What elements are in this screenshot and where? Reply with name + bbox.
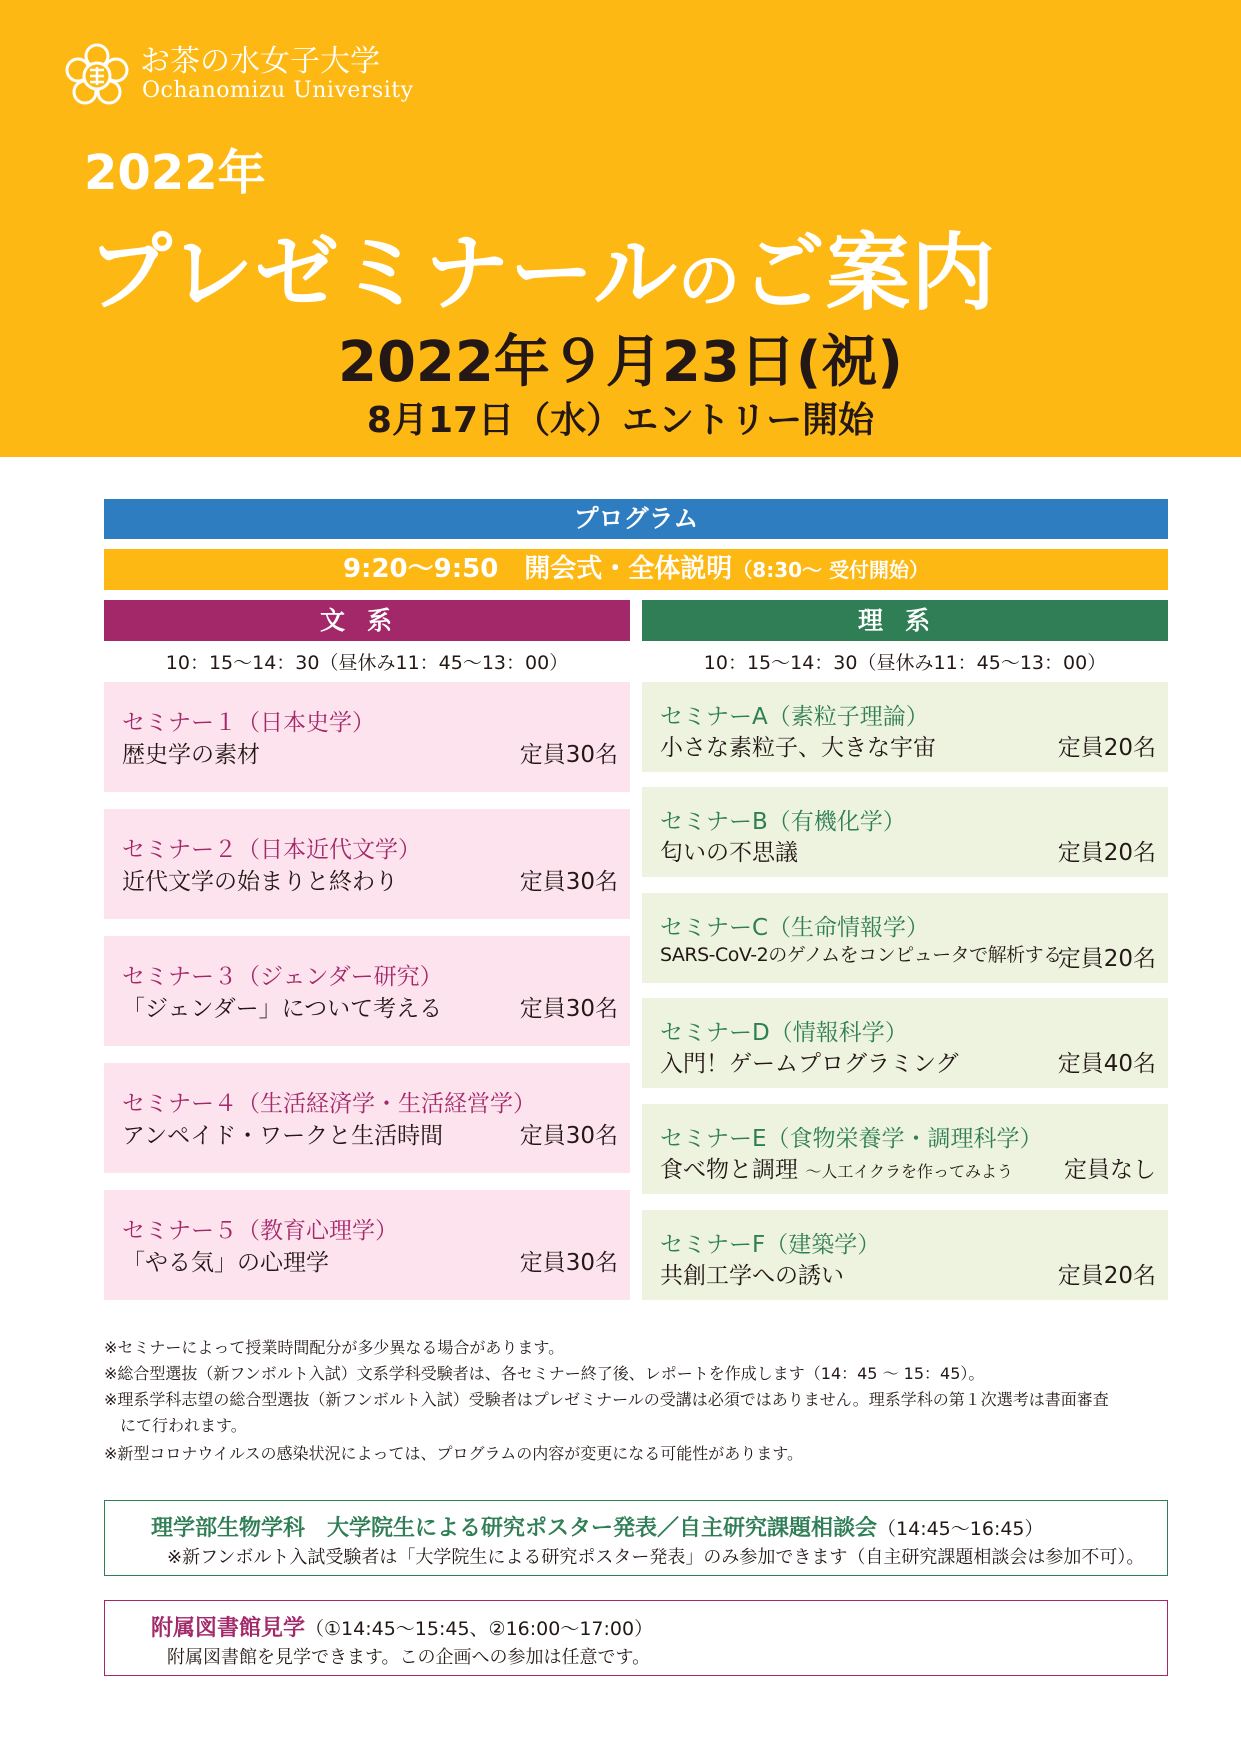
- seminar-capacity: 定員30名: [519, 742, 618, 768]
- seminar-topic: SARS-CoV-2のゲノムをコンピュータで解析する: [660, 944, 1062, 966]
- opening-session-label: 9:20〜9:50 開会式・全体説明: [342, 554, 733, 584]
- seminar-capacity: 定員30名: [519, 1123, 618, 1149]
- title-main: プレゼミナール: [88, 224, 678, 322]
- seminar-capacity: 定員30名: [519, 1250, 618, 1276]
- seminar-card-c: [642, 893, 1168, 983]
- seminar-card-b: [642, 787, 1168, 877]
- library-tour-box: [104, 1600, 1168, 1676]
- seminar-capacity: 定員20名: [1057, 840, 1156, 866]
- library-tour-note: 附属図書館を見学できます。この企画への参加は任意です。: [167, 1647, 651, 1668]
- university-logo: [62, 36, 442, 116]
- seminar-card-f: [642, 1210, 1168, 1300]
- sciences-heading: 理系: [642, 600, 1168, 641]
- seminar-title: セミナーB（有機化学）: [660, 809, 906, 835]
- university-name-jp: お茶の水女子大学: [140, 44, 380, 79]
- seminar-capacity: 定員30名: [519, 869, 618, 895]
- program-heading: プログラム: [104, 499, 1168, 539]
- title-particle: の: [677, 244, 741, 317]
- seminar-title: セミナー５（教育心理学）: [122, 1218, 398, 1244]
- seminar-capacity: 定員30名: [519, 996, 618, 1022]
- biology-event-note: ※新フンボルト入試受験者は「大学院生による研究ポスター発表」のみ参加できます（自主研究課題相談会は参加不可）。: [167, 1547, 1145, 1568]
- library-tour-time: （①14:45〜15:45、②16:00〜17:00）: [305, 1618, 654, 1640]
- seminar-title: セミナー４（生活経済学・生活経営学）: [122, 1091, 536, 1117]
- seminar-topic: 小さな素粒子、大きな宇宙: [660, 735, 936, 761]
- seminar-title: セミナーF（建築学）: [660, 1232, 881, 1258]
- year-label: 2022年: [84, 145, 266, 201]
- humanities-time: 10：15〜14：30（昼休み11：45〜13：00）: [165, 652, 569, 674]
- header-banner: [0, 0, 1241, 457]
- seminar-card-a: [642, 682, 1168, 772]
- seminar-topic: 「やる気」の心理学: [122, 1250, 329, 1276]
- note-item: ※理系学科志望の総合型選抜（新フンボルト入試）受験者はプレゼミナールの受講は必須ではありません。理系学科の第１次選考は書面審査: [104, 1390, 1109, 1409]
- sciences-time: 10：15〜14：30（昼休み11：45〜13：00）: [703, 652, 1107, 674]
- university-name-en: Ochanomizu University: [142, 78, 414, 103]
- humanities-heading: 文系: [104, 600, 630, 641]
- seminar-capacity: 定員20名: [1057, 735, 1156, 761]
- library-tour-name: 附属図書館見学: [151, 1616, 306, 1641]
- library-tour-title: [151, 1611, 653, 1642]
- seminar-title: セミナーC（生命情報学）: [660, 915, 930, 941]
- seminar-title: セミナーE（食物栄養学・調理科学）: [660, 1126, 1043, 1152]
- seminar-topic-main: 食べ物と調理: [660, 1157, 798, 1183]
- seminar-capacity: 定員なし: [1064, 1157, 1156, 1183]
- seminar-capacity: 定員20名: [1057, 946, 1156, 972]
- reception-start-label: （8:30〜 受付開始）: [732, 558, 930, 582]
- seminar-topic: 共創工学への誘い: [660, 1263, 844, 1289]
- seminar-card-d: [642, 998, 1168, 1088]
- biology-event-name: 理学部生物学科 大学院生による研究ポスター発表／自主研究課題相談会: [151, 1516, 878, 1541]
- biology-poster-event-box: [104, 1500, 1168, 1576]
- biology-event-title: [151, 1511, 1044, 1542]
- page-title: [88, 206, 996, 327]
- seminar-card-3: [104, 936, 630, 1046]
- note-item: にて行われます。: [104, 1416, 247, 1435]
- seminar-topic-sub: 〜人工イクラを作ってみよう: [805, 1162, 1013, 1181]
- seminar-topic: アンペイド・ワークと生活時間: [122, 1123, 444, 1149]
- seminar-card-4: [104, 1063, 630, 1173]
- seminar-topic: 入門！ゲームプログラミング: [660, 1051, 959, 1077]
- seminar-card-1: [104, 682, 630, 792]
- entry-start-date: 8月17日（水）エントリー開始: [366, 400, 875, 441]
- note-item: ※セミナーによって授業時間配分が多少異なる場合があります。: [104, 1338, 565, 1357]
- seminar-capacity: 定員20名: [1057, 1263, 1156, 1289]
- seminar-title: セミナー２（日本近代文学）: [122, 837, 421, 863]
- seminar-topic: 「ジェンダー」について考える: [122, 996, 443, 1022]
- note-item: ※総合型選抜（新フンボルト入試）文系学科受験者は、各セミナー終了後、レポートを作成します（14：45 〜 15：45）。: [104, 1364, 985, 1383]
- seminar-topic: [660, 1151, 1013, 1184]
- biology-event-time: （14:45〜16:45）: [877, 1518, 1044, 1540]
- seminar-topic: 歴史学の素材: [122, 742, 260, 768]
- seminar-title: セミナー１（日本史学）: [122, 710, 375, 736]
- seminar-title: セミナーD（情報科学）: [660, 1020, 908, 1046]
- seminar-card-5: [104, 1190, 630, 1300]
- seminar-card-2: [104, 809, 630, 919]
- seminar-topic: 近代文学の始まりと終わり: [122, 869, 398, 895]
- note-item: ※新型コロナウイルスの感染状況によっては、プログラムの内容が変更になる可能性があります。: [104, 1444, 804, 1463]
- event-date: 2022年９月23日(祝): [338, 330, 903, 395]
- seminar-topic: 匂いの不思議: [660, 840, 798, 866]
- ochanomizu-crest-icon: [62, 40, 132, 110]
- seminar-capacity: 定員40名: [1057, 1051, 1156, 1077]
- seminar-title: セミナーA（素粒子理論）: [660, 704, 929, 730]
- seminar-card-e: [642, 1104, 1168, 1194]
- seminar-title: セミナー３（ジェンダー研究）: [122, 964, 443, 990]
- title-tail: ご案内: [740, 224, 996, 322]
- opening-session-bar: [104, 549, 1168, 590]
